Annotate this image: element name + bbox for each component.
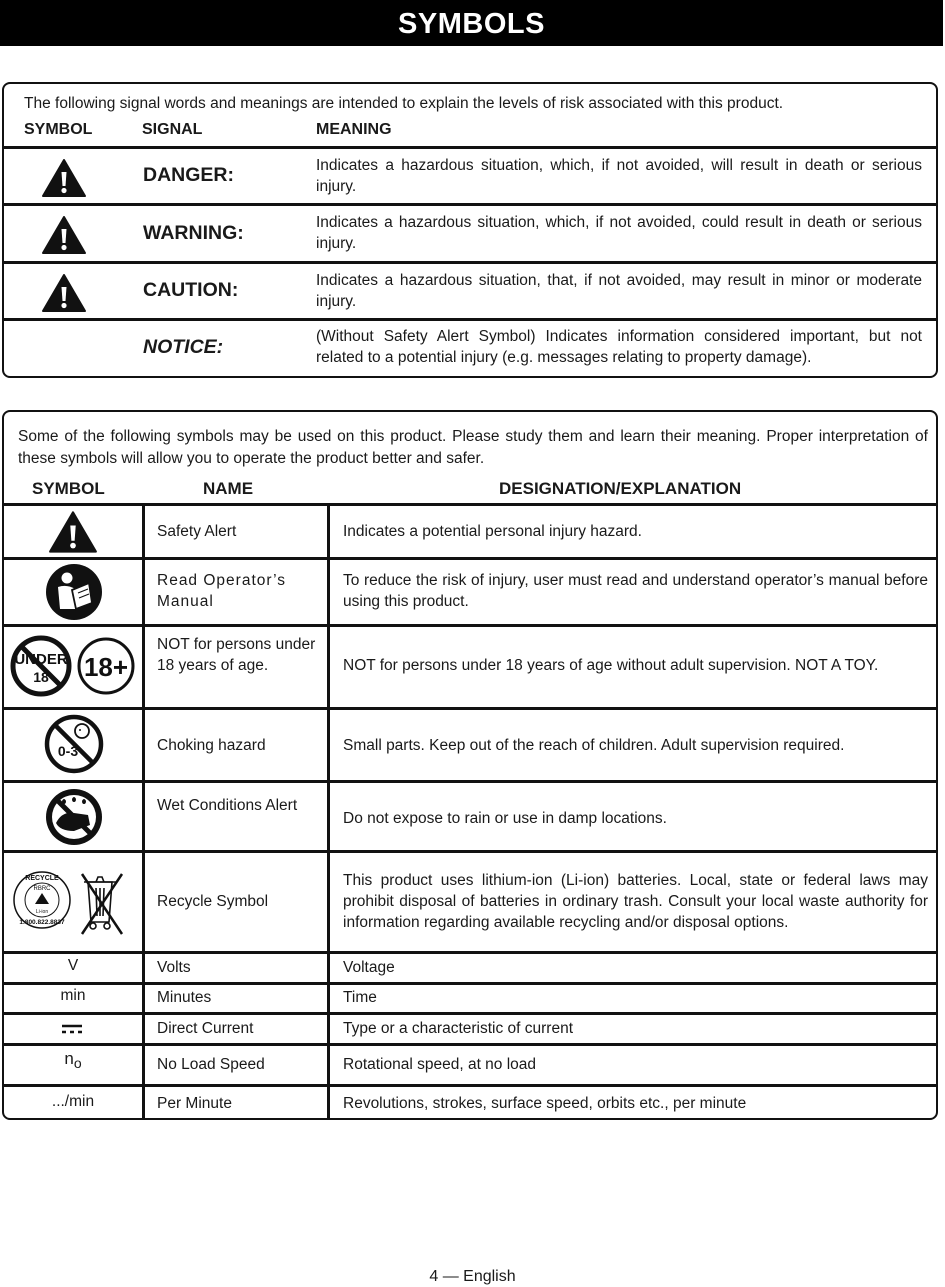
name-read-manual: Read Operator’s Manual: [157, 572, 287, 610]
under-18-text: UNDER: [14, 651, 68, 668]
header-designation: DESIGNATION/EXPLANATION: [499, 479, 742, 498]
name-safety-alert: Safety Alert: [157, 523, 237, 540]
safety-alert-icon: [41, 215, 87, 255]
choking-hazard-icon: [44, 714, 104, 774]
desc-minutes: Time: [343, 989, 377, 1006]
header-signal: SIGNAL: [142, 121, 203, 138]
desc-under-18: NOT for persons under 18 years of age without adult supervision. NOT A TOY.: [343, 657, 879, 674]
symbol-per-minute: .../min: [51, 1093, 95, 1110]
desc-no-load: Rotational speed, at no load: [343, 1056, 537, 1073]
signal-warning: WARNING:: [143, 222, 244, 244]
symbol-subscript-o: o: [73, 1055, 82, 1071]
name-per-minute: Per Minute: [157, 1095, 232, 1112]
desc-choking: Small parts. Keep out of the reach of children. Adult supervision required.: [343, 737, 845, 754]
meaning-notice: (Without Safety Alert Symbol) Indicates information considered important, but not related to a potential injury (e.g. messages relating to property damage).: [316, 328, 922, 366]
signal-caution: CAUTION:: [143, 279, 239, 301]
header-symbol: SYMBOL: [24, 121, 93, 138]
choking-age-text: 0-3: [57, 743, 79, 759]
meaning-warning: Indicates a hazardous situation, which, if not avoided, could result in death or serious injury.: [316, 214, 922, 252]
direct-current-icon: [60, 1023, 84, 1035]
symbol-min: min: [60, 987, 86, 1004]
symbol-volts: V: [67, 957, 79, 974]
symbol-n: n: [64, 1049, 74, 1068]
page-title: SYMBOLS: [0, 0, 943, 46]
name-volts: Volts: [157, 959, 191, 976]
desc-recycle: This product uses lithium-ion (Li-ion) batteries. Local, state or federal laws may prohibit disposal of batteries in ordinary trash. Consult your local waste authority for information regarding available recycling and/or disposal options.: [343, 872, 928, 931]
name-direct-current: Direct Current: [157, 1020, 254, 1037]
recycle-phone: 1.800.822.8837: [19, 919, 65, 926]
safety-alert-icon: [48, 510, 98, 554]
name-choking: Choking hazard: [157, 737, 266, 754]
safety-alert-icon: [41, 158, 87, 198]
meaning-caution: Indicates a hazardous situation, that, if not avoided, may result in minor or moderate injury.: [316, 272, 922, 310]
read-manual-icon: [45, 563, 103, 621]
header-meaning: MEANING: [316, 121, 392, 138]
header-symbol: SYMBOL: [32, 479, 105, 498]
signal-danger: DANGER:: [143, 164, 234, 186]
safety-alert-icon: [41, 273, 87, 313]
desc-direct-current: Type or a characteristic of current: [343, 1020, 574, 1037]
header-name: NAME: [203, 479, 254, 498]
signal-intro: The following signal words and meanings are intended to explain the levels of risk associated with this product.: [24, 95, 784, 112]
recycle-icon: [10, 860, 138, 944]
symbols-table: [2, 410, 938, 1120]
name-under-18: NOT for persons under 18 years of age.: [157, 636, 316, 674]
eighteen-plus-text: 18+: [83, 652, 129, 682]
symbols-intro: Some of the following symbols may be used on this product. Please study them and learn their meaning. Proper interpretation of these symbols will allow you to operate the product better and safer.: [18, 428, 928, 467]
name-no-load: No Load Speed: [157, 1056, 265, 1073]
page-footer: 4 — English: [429, 1268, 516, 1285]
meaning-danger: Indicates a hazardous situation, which, if not avoided, will result in death or serious injury.: [316, 157, 922, 195]
desc-volts: Voltage: [343, 959, 395, 976]
li-ion-label: Li-ion: [35, 909, 49, 915]
symbol-no-load: [4, 1049, 142, 1069]
rbrc-label: RBRC: [33, 886, 51, 892]
name-minutes: Minutes: [157, 989, 212, 1006]
wet-conditions-icon: [44, 787, 104, 847]
under-18-icon: [8, 634, 140, 698]
name-recycle: Recycle Symbol: [157, 893, 269, 910]
recycle-label: RECYCLE: [25, 875, 59, 882]
signal-words-table: [2, 82, 938, 378]
signal-notice: NOTICE:: [143, 336, 224, 358]
desc-safety-alert: Indicates a potential personal injury hazard.: [343, 523, 642, 540]
desc-per-minute: Revolutions, strokes, surface speed, orbits etc., per minute: [343, 1095, 747, 1112]
under-18-number: 18: [33, 669, 49, 685]
desc-read-manual: To reduce the risk of injury, user must read and understand operator’s manual before using this product.: [343, 572, 928, 610]
name-wet: Wet Conditions Alert: [157, 797, 298, 814]
desc-wet: Do not expose to rain or use in damp locations.: [343, 810, 667, 827]
